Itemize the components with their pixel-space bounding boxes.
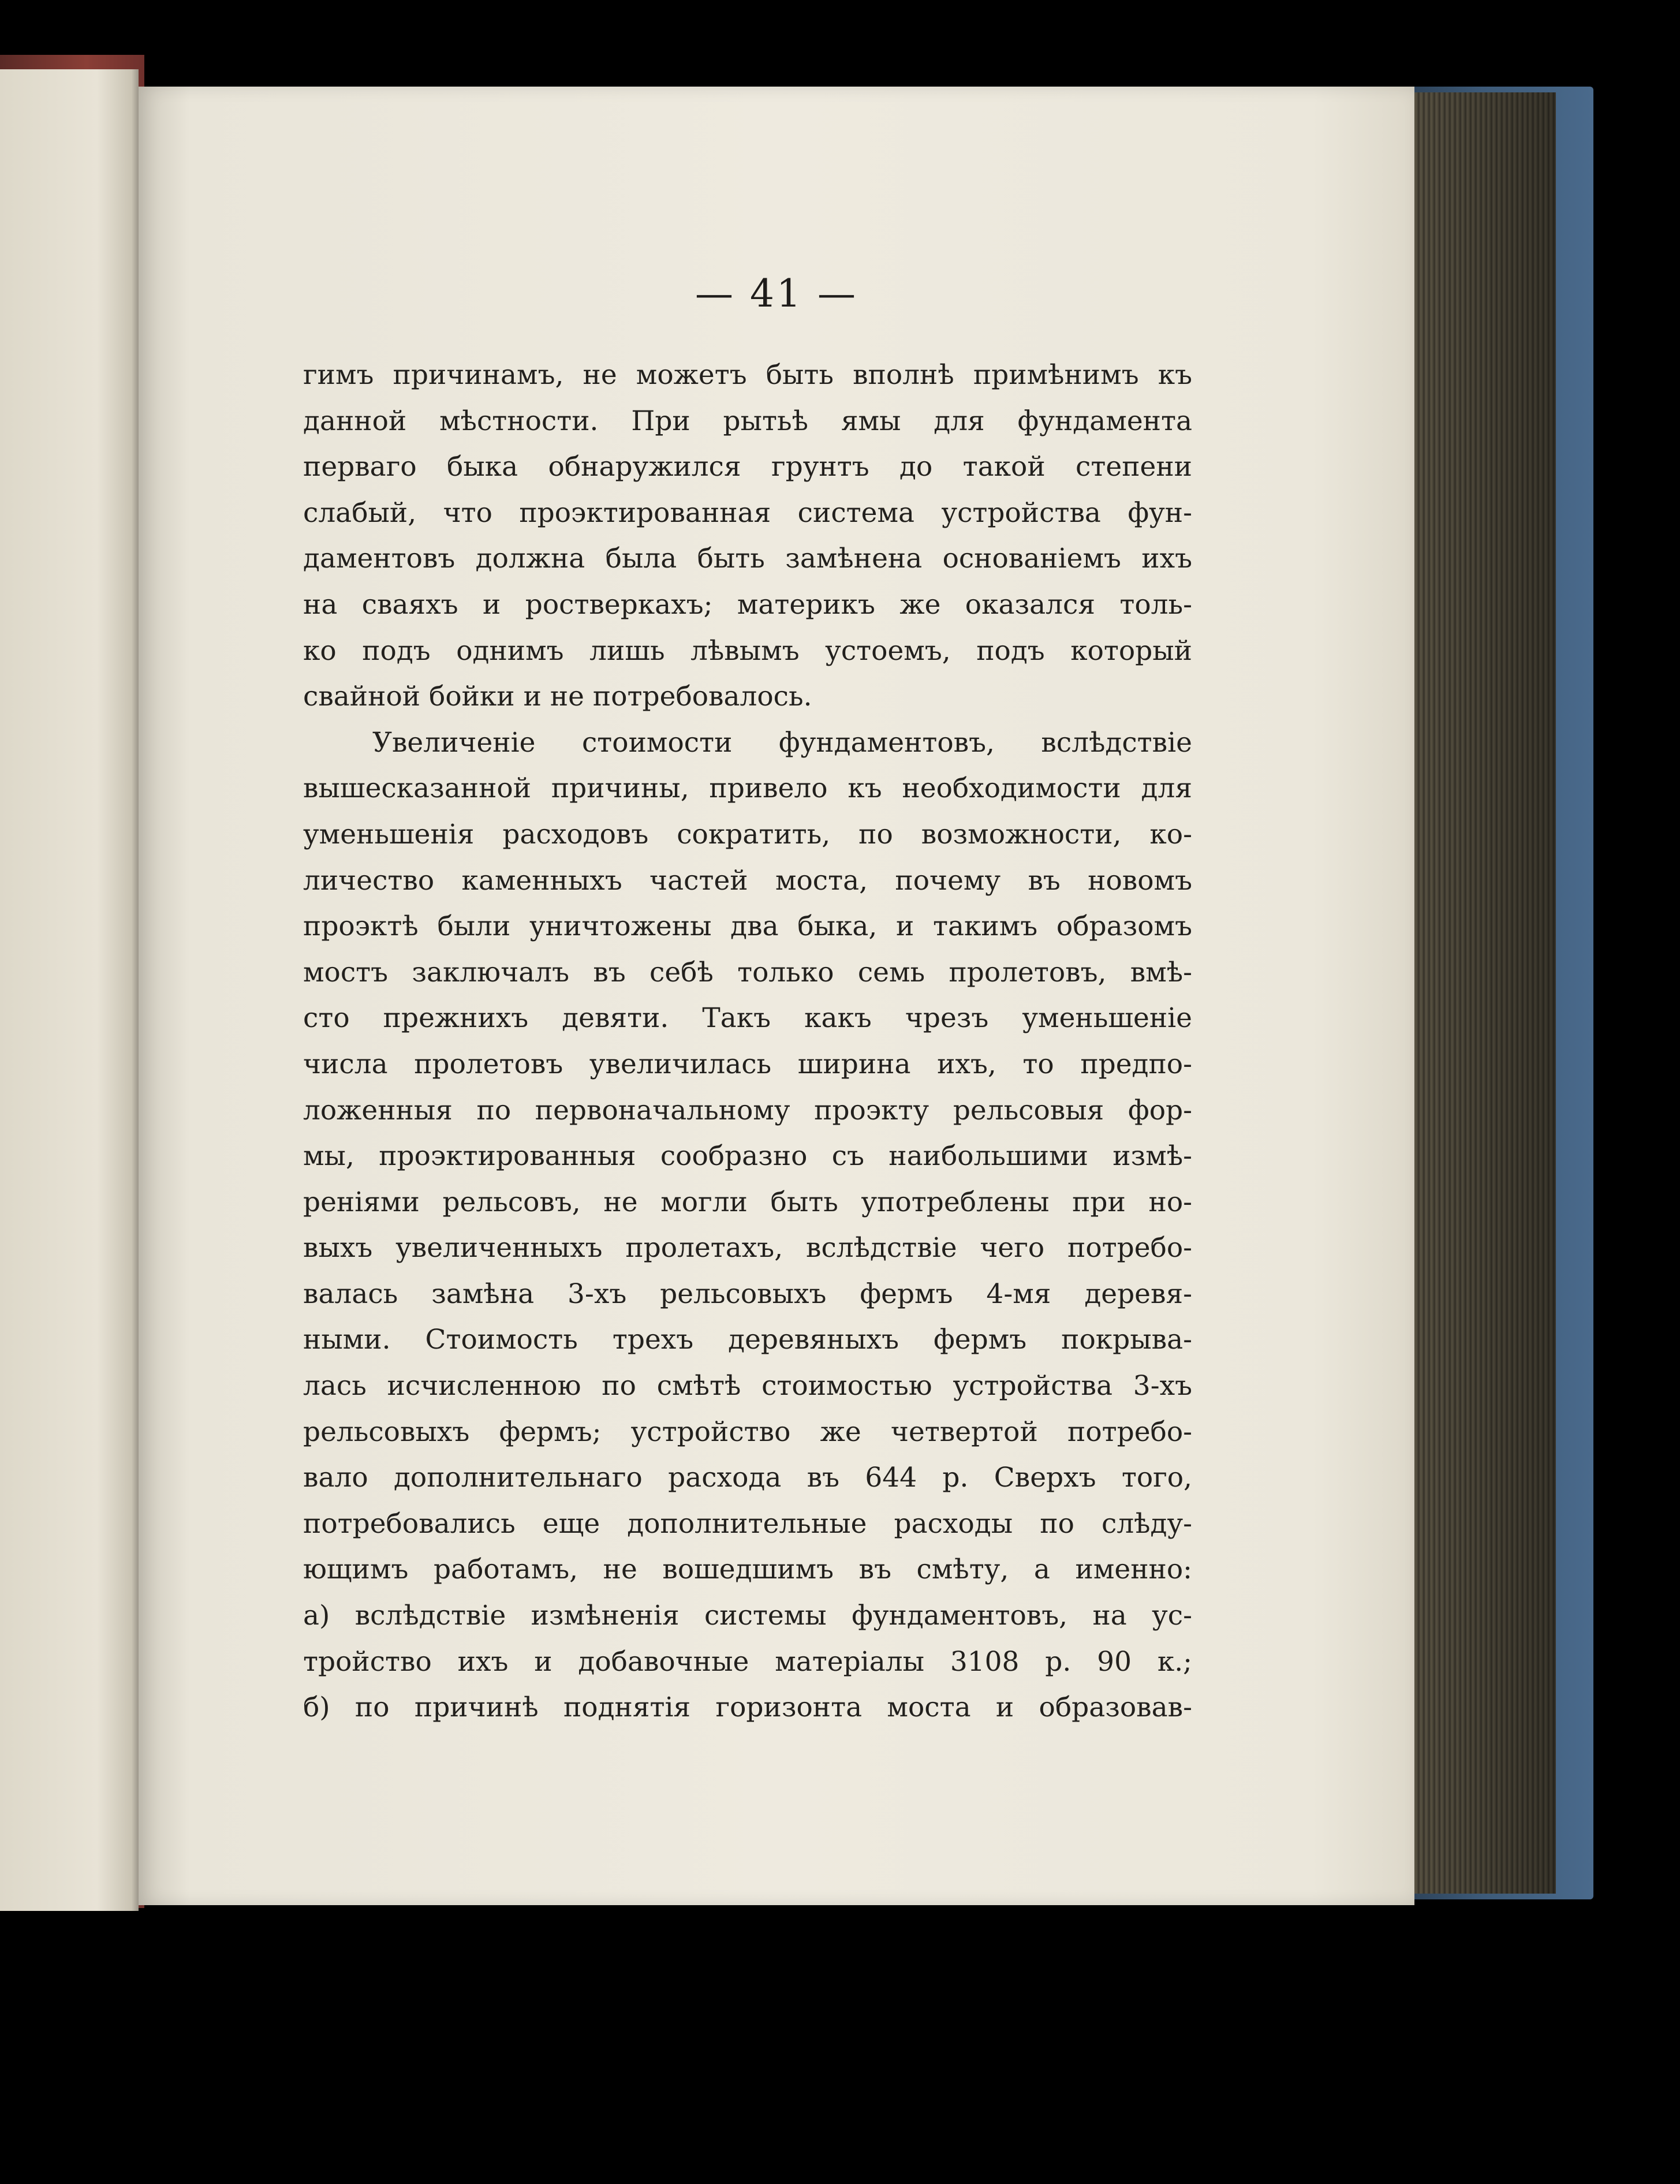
text-line: а) вслѣдствіе измѣненія системы фундаментовъ, на ус- [303,1600,1192,1632]
text-line: б) по причинѣ поднятія горизонта моста и образовав- [303,1692,1192,1724]
text-line: тройство ихъ и добавочные матеріалы 3108 р. 90 к.; [303,1645,1192,1678]
text-line: проэктѣ были уничтожены два быка, и такимъ образомъ [303,910,1192,943]
text-line: уменьшенія расходовъ сократить, по возможности, ко- [303,818,1192,850]
text-line: ющимъ работамъ, не вошедшимъ въ смѣту, а именно: [303,1554,1192,1586]
text-line: вало дополнительнаго расхода въ 644 р. Сверхъ того, [303,1462,1192,1494]
text-line: мостъ заключалъ въ себѣ только семь пролетовъ, вмѣ- [303,956,1192,988]
text-line: вышесказанной причины, привело къ необходимости для [303,772,1192,805]
text-line: лась исчисленною по смѣтѣ стоимостью устройства 3-хъ [303,1370,1192,1402]
left-facing-page [0,69,139,1911]
text-line: даментовъ должна была быть замѣнена основаніемъ ихъ [303,543,1192,575]
text-line: рельсовыхъ фермъ; устройство же четвертой потребо- [303,1416,1192,1448]
text-line: валась замѣна 3-хъ рельсовыхъ фермъ 4-мя деревя- [303,1278,1192,1310]
text-line: слабый, что проэктированная система устройства фун- [303,496,1192,529]
text-line: Увеличеніе стоимости фундаментовъ, вслѣдствіе [372,726,1192,759]
text-line: реніями рельсовъ, не могли быть употреблены при но- [303,1186,1192,1218]
text-line: гимъ причинамъ, не можетъ быть вполнѣ примѣнимъ къ [303,359,1192,391]
page-number: — 41 — [695,271,858,316]
text-line: сто прежнихъ девяти. Такъ какъ чрезъ уменьшеніе [303,1002,1192,1035]
text-line: свайной бойки и не потребовалось. [303,681,812,713]
text-line: потребовались еще дополнительные расходы по слѣду- [303,1507,1192,1540]
text-line: данной мѣстности. При рытьѣ ямы для фундамента [303,405,1192,437]
text-line: перваго быка обнаружился грунтъ до такой степени [303,451,1192,483]
text-line: мы, проэктированныя сообразно съ наибольшими измѣ- [303,1140,1192,1173]
text-line: личество каменныхъ частей моста, почему въ новомъ [303,864,1192,897]
text-line: ными. Стоимость трехъ деревяныхъ фермъ покрыва- [303,1324,1192,1356]
text-line: на сваяхъ и ростверкахъ; материкъ же оказался толь- [303,588,1192,621]
text-line: выхъ увеличенныхъ пролетахъ, вслѣдствіе чего потребо- [303,1232,1192,1264]
text-line: числа пролетовъ увеличилась ширина ихъ, то предпо- [303,1048,1192,1080]
text-line: ложенныя по первоначальному проэкту рельсовыя фор- [303,1094,1192,1126]
text-line: ко подъ однимъ лишь лѣвымъ устоемъ, подъ который [303,634,1192,667]
page-block-shadow [1409,92,1556,1894]
page-text [303,352,1192,1731]
